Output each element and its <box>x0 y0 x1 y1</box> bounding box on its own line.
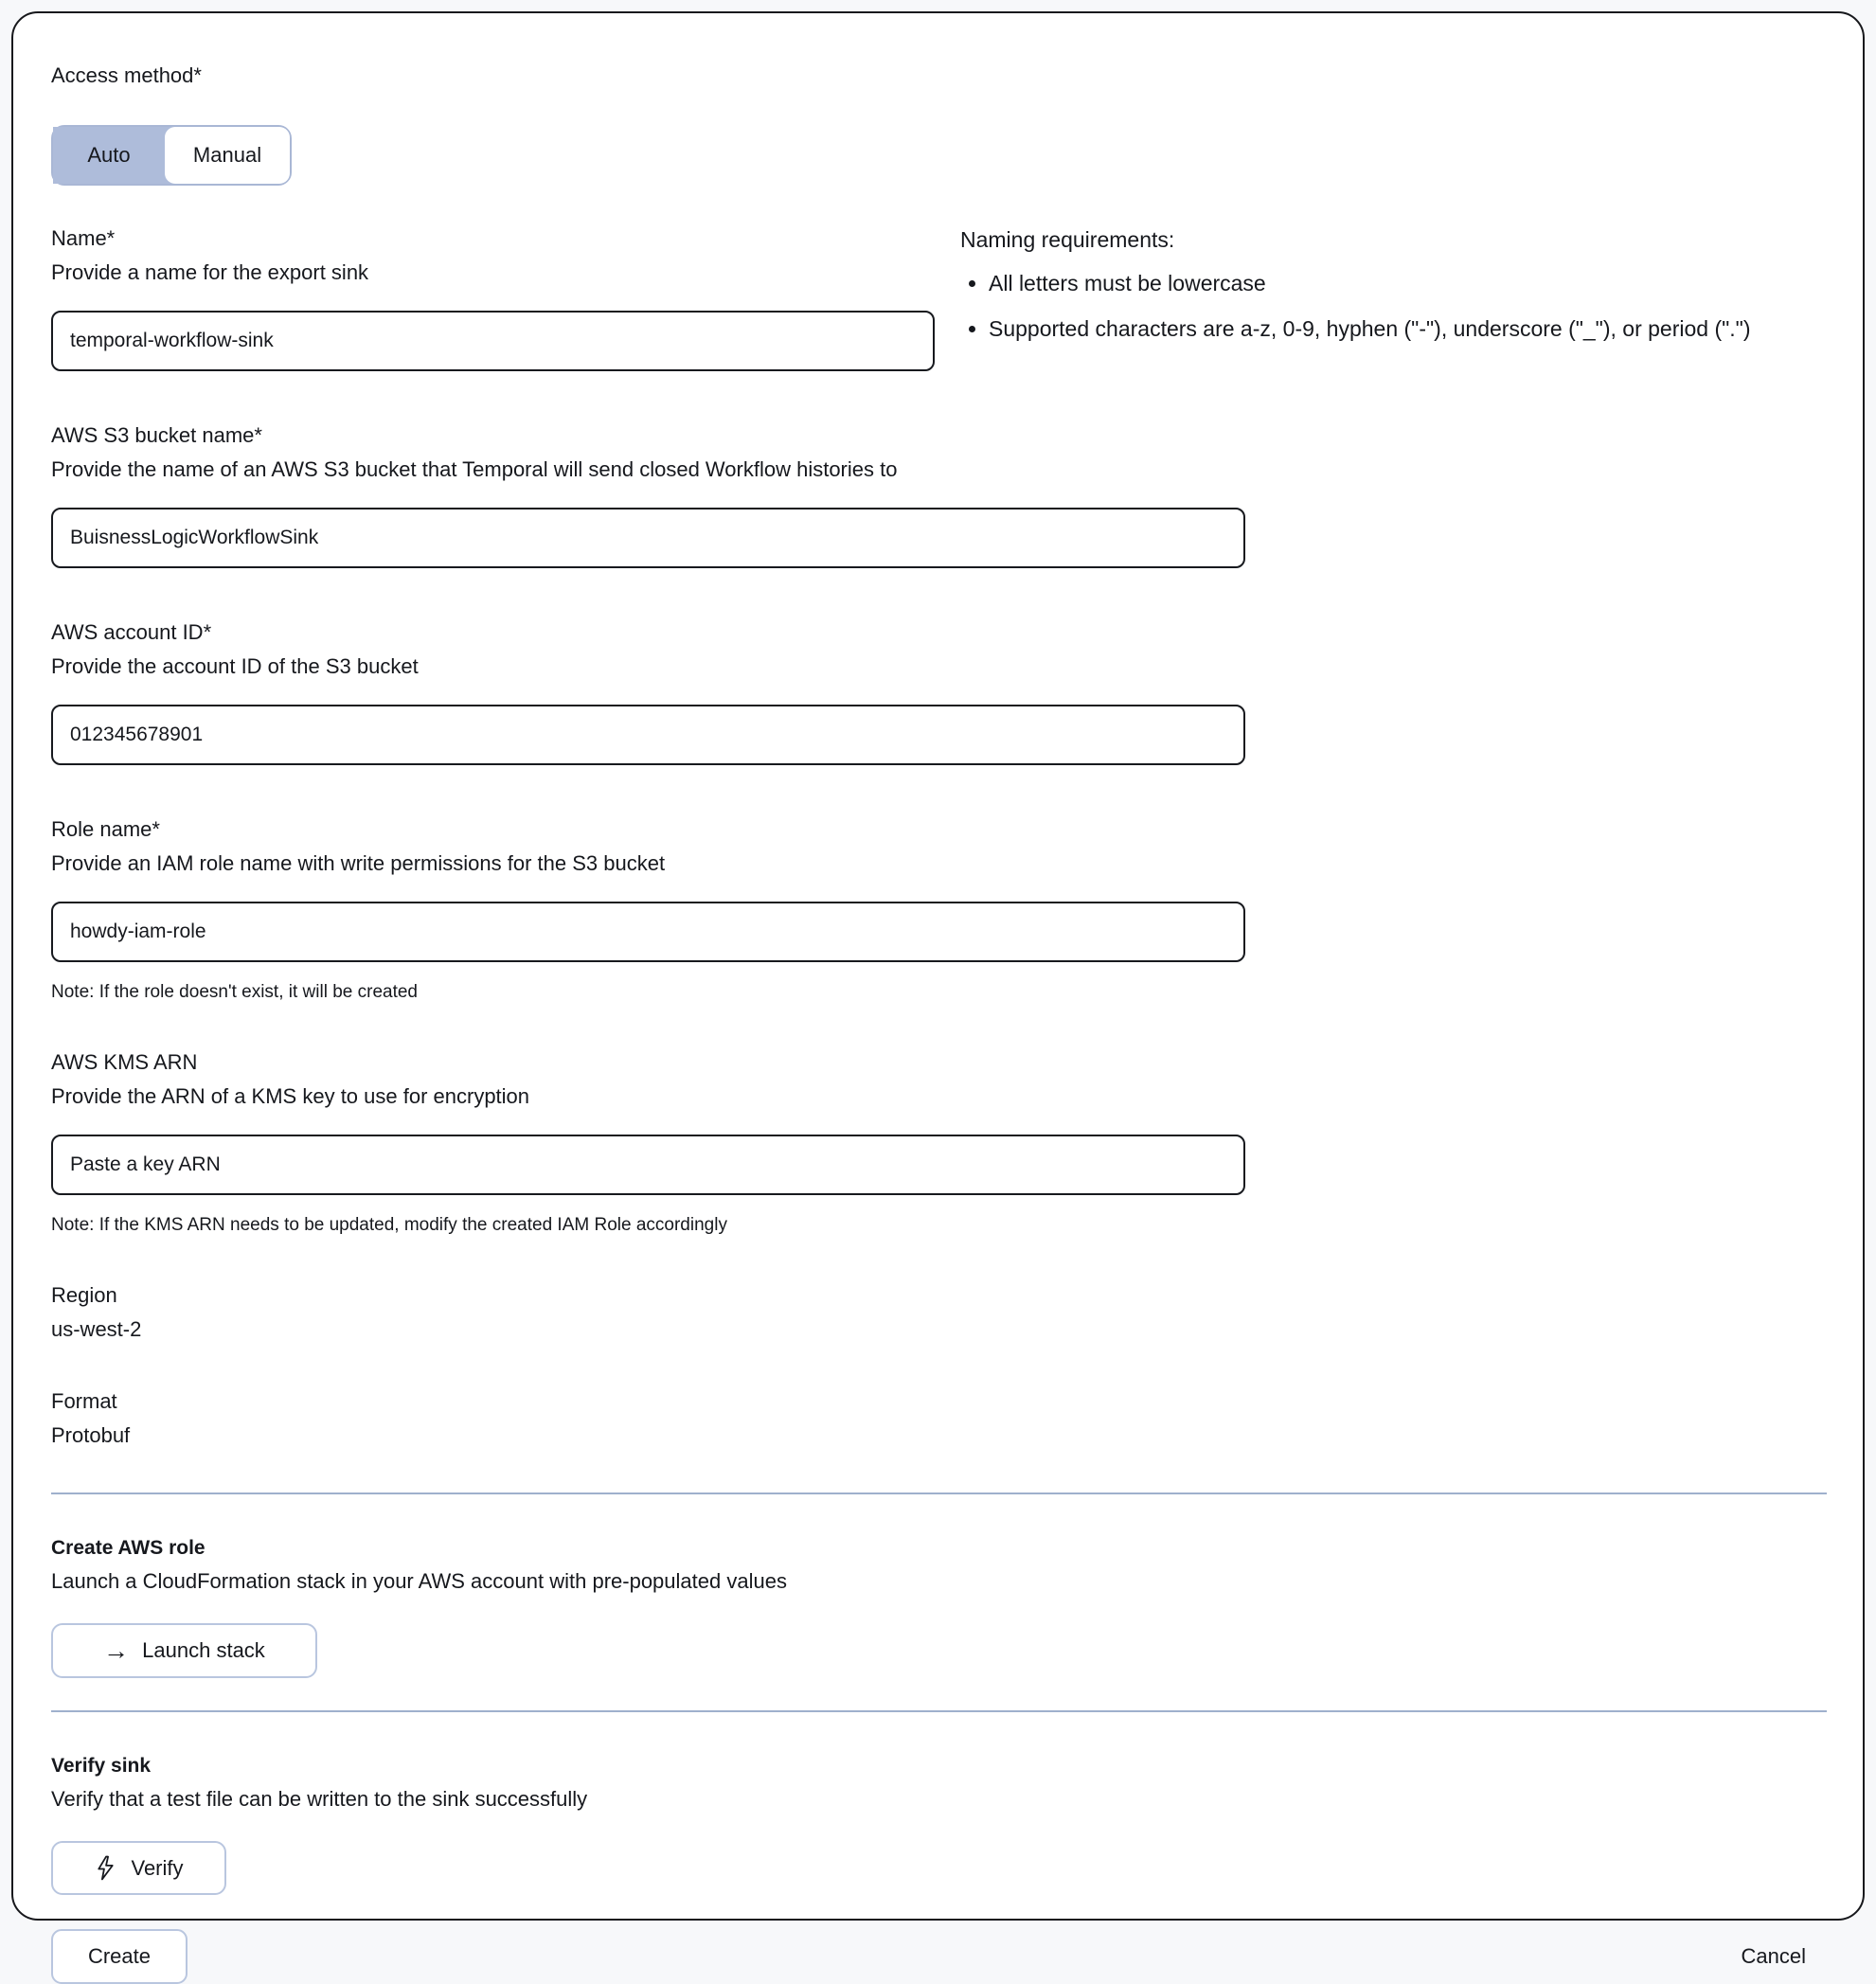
export-sink-form <box>11 11 1865 1968</box>
naming-requirements-title: Naming requirements: <box>960 227 1175 252</box>
cancel-button[interactable]: Cancel <box>1741 1944 1806 1968</box>
divider <box>51 1710 1827 1712</box>
name-description: Provide a name for the export sink <box>51 260 369 284</box>
naming-requirements-list <box>960 265 1817 347</box>
verify-sink-description: Verify that a test file can be written to the sink successfully <box>51 1787 588 1811</box>
name-label: Name* <box>51 226 116 250</box>
format-value: Protobuf <box>51 1423 131 1447</box>
role-name-label: Role name* <box>51 817 160 841</box>
format-label: Format <box>51 1389 117 1413</box>
s3-bucket-description: Provide the name of an AWS S3 bucket that Temporal will send closed Workflow histories to <box>51 457 898 481</box>
s3-bucket-field-group <box>51 419 1827 568</box>
region-value: us-west-2 <box>51 1317 142 1341</box>
access-method-label: Access method* <box>51 63 202 87</box>
access-method-toggle <box>51 125 292 186</box>
role-name-note: Note: If the role doesn't exist, it will be created <box>51 982 418 1002</box>
arrow-right-icon: → <box>103 1635 130 1665</box>
account-id-field-group <box>51 616 1827 765</box>
access-method-manual-button[interactable]: Manual <box>165 127 290 184</box>
name-input[interactable] <box>51 311 935 371</box>
create-role-description: Launch a CloudFormation stack in your AWS account with pre-populated values <box>51 1569 787 1593</box>
naming-requirement-item: • Supported characters are a-z, 0-9, hyphen ("-"), underscore ("_"), or period (".") <box>989 311 1817 347</box>
s3-bucket-label: AWS S3 bucket name* <box>51 423 262 447</box>
lightning-bolt-icon <box>94 1855 117 1881</box>
create-button[interactable]: Create <box>51 1929 188 1984</box>
account-id-input[interactable] <box>51 705 1245 765</box>
verify-sink-title: Verify sink <box>51 1755 152 1777</box>
access-method-auto-button[interactable]: Auto <box>53 127 165 184</box>
kms-arn-input[interactable] <box>51 1135 1245 1195</box>
region-label: Region <box>51 1283 117 1307</box>
naming-requirement-item: • All letters must be lowercase <box>989 265 1817 301</box>
role-name-description: Provide an IAM role name with write permissions for the S3 bucket <box>51 851 666 875</box>
name-field-group <box>51 222 935 371</box>
kms-arn-field-group <box>51 1046 1827 1237</box>
verify-section <box>51 1750 1827 1895</box>
account-id-description: Provide the account ID of the S3 bucket <box>51 654 419 678</box>
footer-actions <box>51 1929 1827 1984</box>
kms-arn-note: Note: If the KMS ARN needs to be updated, modify the created IAM Role accordingly <box>51 1215 727 1235</box>
role-name-field-group <box>51 813 1827 1004</box>
launch-stack-button[interactable] <box>51 1623 317 1678</box>
format-group <box>51 1385 1827 1453</box>
verify-button[interactable] <box>51 1841 226 1895</box>
role-name-input[interactable] <box>51 902 1245 962</box>
create-role-title: Create AWS role <box>51 1537 205 1559</box>
divider <box>51 1492 1827 1494</box>
s3-bucket-input[interactable] <box>51 508 1245 568</box>
launch-stack-label: Launch stack <box>142 1638 265 1662</box>
kms-arn-label: AWS KMS ARN <box>51 1050 198 1074</box>
region-group <box>51 1278 1827 1347</box>
naming-requirements <box>960 222 1817 356</box>
kms-arn-description: Provide the ARN of a KMS key to use for encryption <box>51 1084 530 1108</box>
name-row <box>51 222 1827 371</box>
account-id-label: AWS account ID* <box>51 620 212 644</box>
create-role-section <box>51 1532 1827 1678</box>
verify-label: Verify <box>131 1855 184 1880</box>
